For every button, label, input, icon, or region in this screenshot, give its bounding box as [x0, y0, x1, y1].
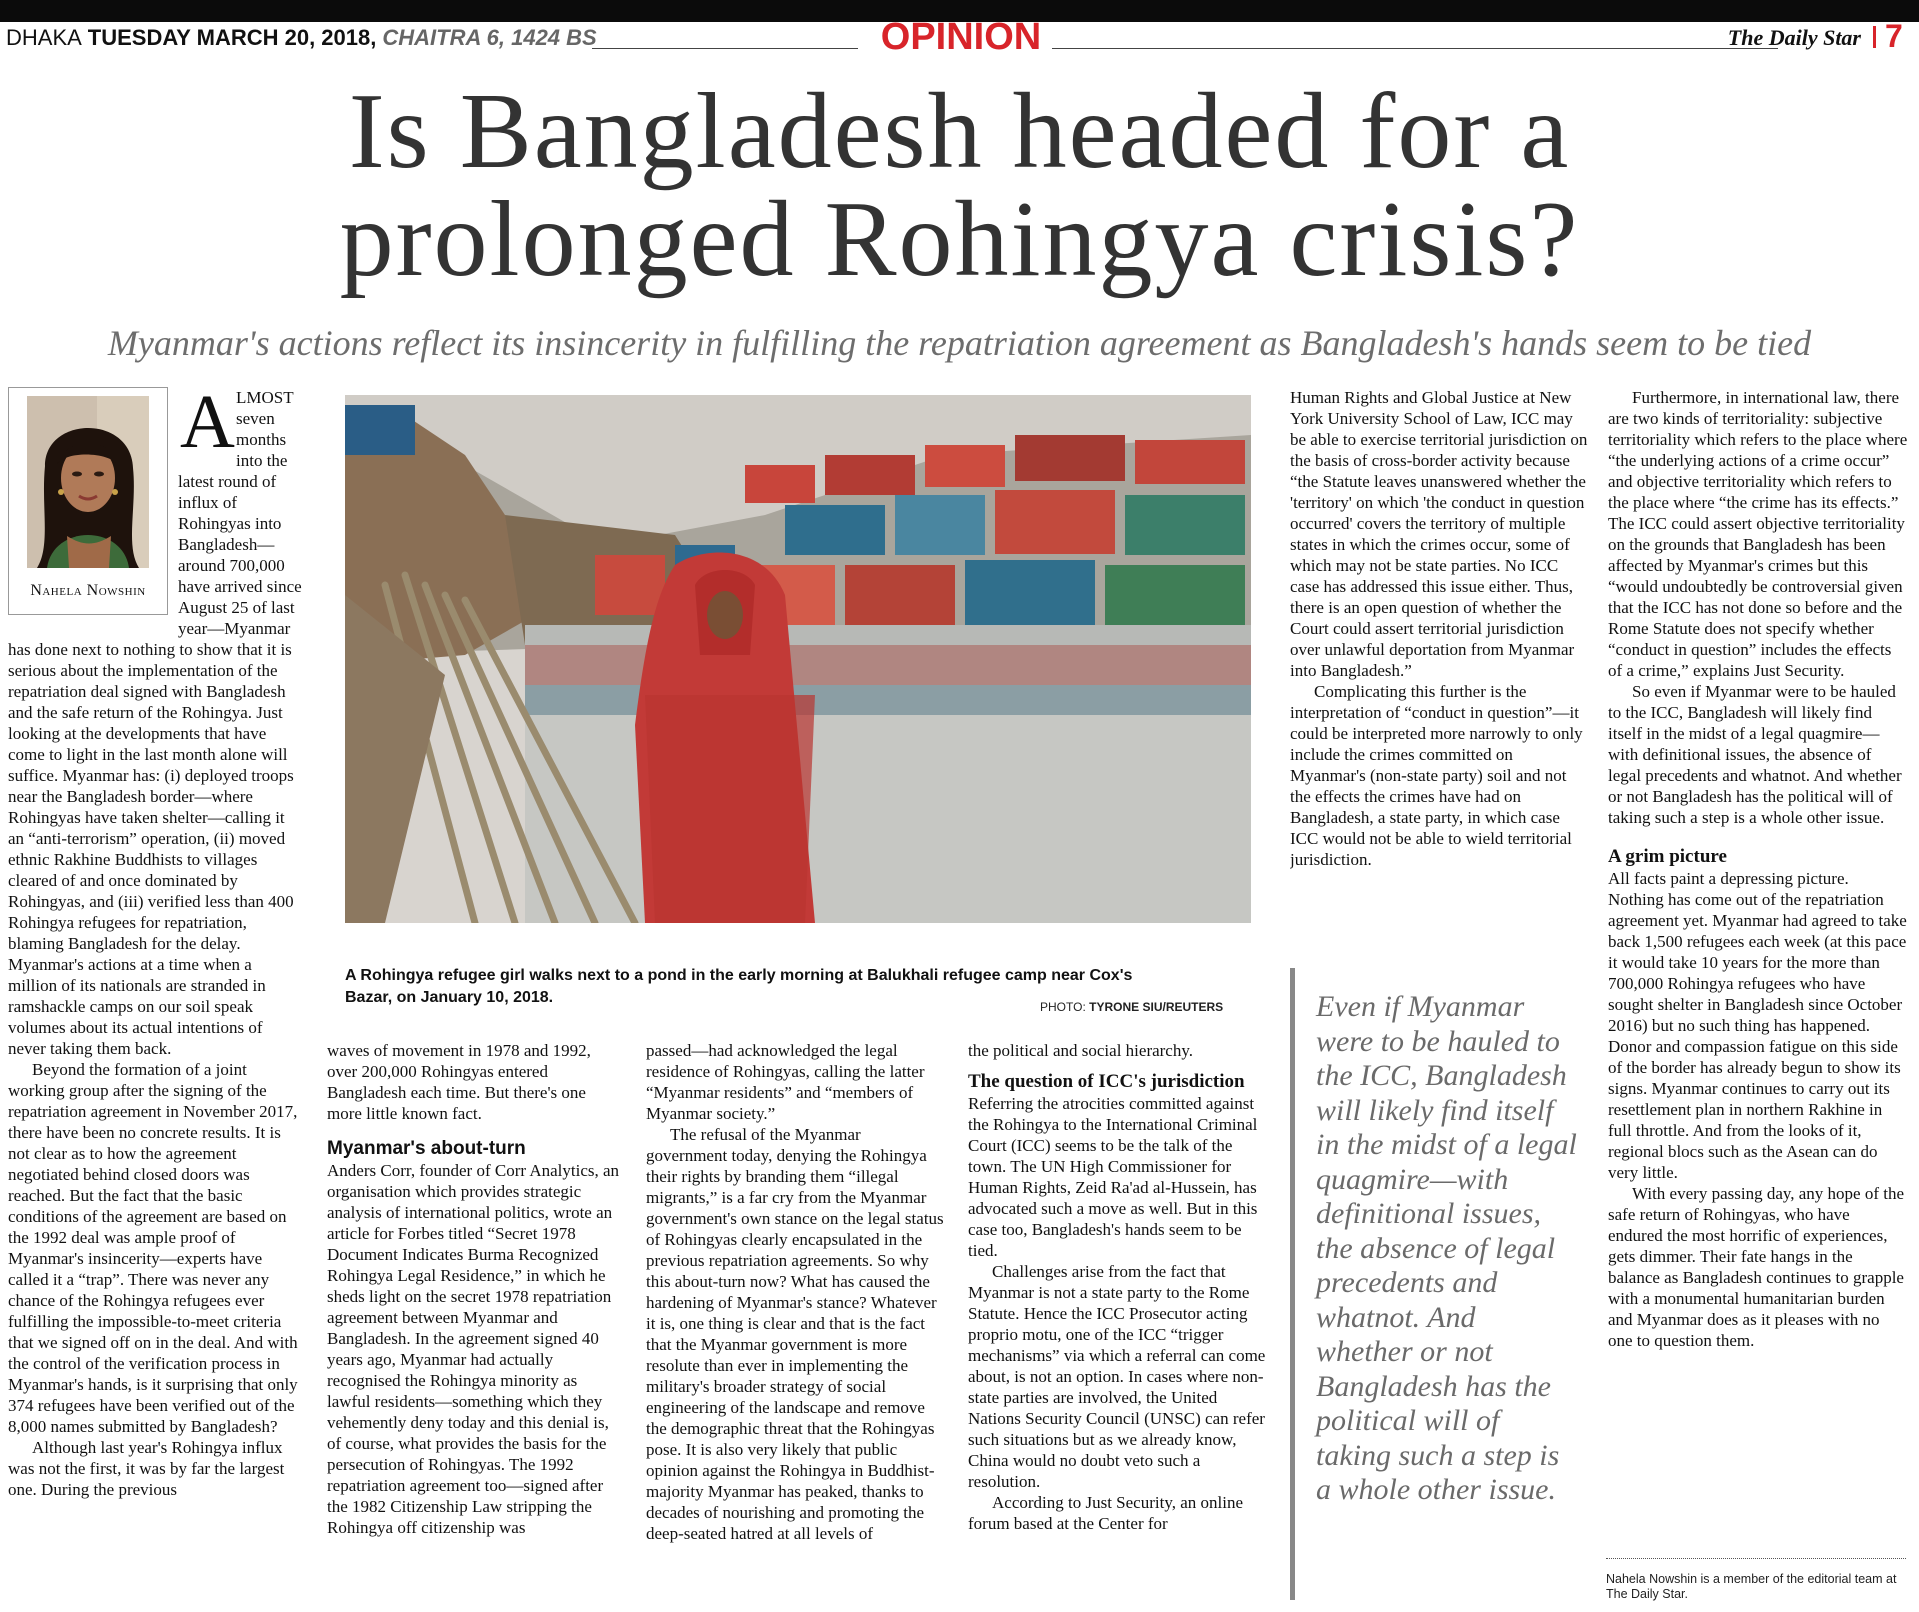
- column-6-paragraph-4: With every passing day, any hope of the safe return of Rohingyas, who have endured the most horrific of experiences, gets dimmer. Their fate hangs in the balance as Bangladesh continues to grapple with a monumental humanitarian burden and Myanmar does as it pleases with no one to question them.: [1608, 1184, 1905, 1350]
- header-rule-left: [592, 48, 858, 49]
- column-1-paragraph-3: Although last year's Rohingya influx was not the first, it was by far the largest one. During the previous: [8, 1438, 285, 1499]
- drop-cap: A: [180, 380, 235, 464]
- column-3: [646, 1040, 946, 1610]
- dateline-city: DHAKA: [6, 25, 82, 50]
- page-number: 7: [1885, 18, 1903, 54]
- subhead-icc-jurisdiction: The question of ICC's jurisdiction: [968, 1071, 1245, 1092]
- bio-divider: [1606, 1558, 1906, 1559]
- photo-credit-name: TYRONE SIU/REUTERS: [1089, 1000, 1224, 1014]
- masthead-logo: The Daily Star: [1727, 25, 1861, 50]
- column-1: [8, 380, 304, 1609]
- column-6-paragraph-3: All facts paint a depressing picture. Nothing has come out of the repatriation agreement yet. Myanmar had agreed to take back 1,500 refugees each week (at this pace it would take 10 years for the more than 700,000 Rohingya refugees who have sought shelter in Bangladesh since October 2016) but no such thing has happened. Donor and compassion fatigue on this side of the border has already begun to show its signs. Myanmar continues to carry out its resettlement plan in northern Rakhine in full throttle. And from the looks of it, regional blocs such as the Asean can do very little.: [1608, 869, 1907, 1182]
- dateline: [6, 25, 597, 55]
- photo-credit: [1040, 1000, 1223, 1014]
- column-2: [327, 1040, 623, 1610]
- column-2-paragraph-1: waves of movement in 1978 and 1992, over 200,000 Rohingyas entered Bangladesh each time. But there's one more little known fact.: [327, 1041, 591, 1123]
- column-4-paragraph-2: Referring the atrocities committed against the Rohingya to the International Criminal Court (ICC) seems to be the talk of the town. The UN High Commissioner for Human Rights, Zeid Ra'ad al-Hussein, has advocated such a move as well. But in this case too, Bangladesh's hands seem to be tied.: [968, 1094, 1258, 1260]
- column-2-paragraph-2: Anders Corr, founder of Corr Analytics, an organisation which provides strategic analysis of international politics, wrote an article for Forbes titled “Secret 1978 Document Indicates Burma Recognized Rohingya Legal Residence,” in which he sheds light on the secret 1978 repatriation agreement between Myanmar and Bangladesh. In the agreement signed 40 years ago, Myanmar had actually recognised the Rohingya minority as lawful residents—something which they vehemently deny today and this denial is, of course, what provides the basis for the persecution of Rohingyas. The 1992 repatriation agreement too—signed after the 1982 Citizenship Law stripping the Rohingya off citizenship was: [327, 1161, 620, 1537]
- column-5-paragraph-1: Human Rights and Global Justice at New York University School of Law, ICC may be able to exercise territorial jurisdiction on the basis of cross-border activity because “the Statute leaves unanswered whether the 'territory' on which 'the conduct in question occurred' covers the territory of multiple states in which the crimes occur, some of which may not be state parties. No ICC case has addressed this issue either. Thus, there is an open question of whether the Court could assert territorial jurisdiction over unlawful deportation from Myanmar into Bangladesh.”: [1290, 388, 1588, 680]
- photo-credit-label: PHOTO:: [1040, 1000, 1086, 1014]
- column-6-paragraph-1: Furthermore, in international law, there are two kinds of territoriality: subjective territoriality which refers to the place where “the underlying actions of a crime occur” and objective territoriality which refers to the place where “the crime has its effects.” The ICC could assert objective territoriality on the grounds that Bangladesh has been affected by Myanmar's crimes but this “would undoubtedly be controversial given that the ICC has not done so before and the Rome Statute does not specify whether “conduct in question” includes the effects of a crime,” explains Just Security.: [1608, 388, 1908, 680]
- subhead-grim-picture: A grim picture: [1608, 846, 1727, 867]
- page-number-divider: [1873, 26, 1876, 48]
- subhead-about-turn: Myanmar's about-turn: [327, 1138, 526, 1159]
- column-4-paragraph-3: Challenges arise from the fact that Myanmar is not a state party to the Rome Statute. Hence the ICC Prosecutor acting proprio motu, one of the ICC “trigger mechanisms” via which a referral can come about, is not an option. In cases where non-state parties are involved, the United Nations Security Council (UNSC) can refer such situations but as we already know, China would no doubt veto such a resolution.: [968, 1262, 1266, 1491]
- column-1-paragraph-1: LMOST seven months into the latest round of influx of Rohingyas into Bangladesh—around 700,000 have arrived since August 25 of last year—Myanmar has done next to nothing to show that it is serious about the implementation of the repatriation deal signed with Bangladesh and the safe return of the Rohingya. Just looking at the developments that have come to light in the last month alone will suffice. Myanmar has: (i) deployed troops near the Bangladesh border—where Rohingyas have taken shelter—calling it an “anti-terrorism” operation, (ii) moved ethnic Rakhine Buddhists to villages cleared of and once dominated by Rohingyas, and (iii) verified less than 400 Rohingya refugees for repatriation, blaming Bangladesh for the delay. Myanmar's actions at a time when a million of its nationals are stranded in ramshackle camps on our soil speak volumes about its actual intentions of never taking them back.: [8, 388, 302, 1058]
- column-4: [968, 1040, 1270, 1610]
- column-4-paragraph-4: According to Just Security, an online forum based at the Center for: [968, 1493, 1244, 1533]
- column-5-paragraph-2: Complicating this further is the interpretation of “conduct in question”—it could be interpreted more narrowly to only include the crimes committed on Myanmar's (non-state party) soil and not the effects the crimes have had on Bangladesh, a state party, in which case ICC would not be able to wield territorial jurisdiction.: [1290, 682, 1583, 869]
- headline: [0, 72, 1919, 299]
- pullquote-bar: [1290, 968, 1295, 1600]
- dateline-bengali-date: CHAITRA 6, 1424 BS: [382, 25, 597, 50]
- standfirst: Myanmar's actions reflect its insincerity in fulfilling the repatriation agreement as Bangladesh's hands seem to be tied: [107, 323, 1812, 363]
- pullquote: Even if Myanmar were to be hauled to the ICC, Bangladesh will likely find itself in the midst of a legal quagmire—with definitional issues, the absence of legal precedents and whatnot. And whether or not Bangladesh has the political will of taking such a step is a whole other issue.: [1316, 990, 1577, 1506]
- photo-caption: A Rohingya refugee girl walks next to a pond in the early morning at Balukhali refugee camp near Cox's Bazar, on January 10, 2018.: [345, 967, 1133, 1006]
- column-3-paragraph-2: The refusal of the Myanmar government today, denying the Rohingya their rights by branding them “illegal migrants,” is a far cry from the Myanmar government's own stance on the legal status of Rohingyas clearly encapsulated in the previous repatriation agreements. So why this about-turn now? What has caused the hardening of Myanmar's stance? Whatever it is, one thing is clear and that is the fact that the Myanmar government is more resolute than ever in implementing the military's broader strategy of social engineering of the landscape and remove the demographic threat that the Rohingyas pose. It is also very likely that public opinion against the Rohingya in Buddhist-majority Myanmar has peaked, thanks to decades of nourishing and promoting the deep-seated hatred at all levels of: [646, 1125, 944, 1543]
- column-3-paragraph-1: passed—had acknowledged the legal residence of Rohingyas, calling the latter “Myanmar residents” and “members of Myanmar society.”: [646, 1041, 925, 1123]
- headline-line-1: Is Bangladesh headed for a: [348, 72, 1571, 191]
- dateline-date: TUESDAY MARCH 20, 2018,: [87, 25, 377, 50]
- column-5: [1290, 387, 1590, 957]
- main-photo: [345, 395, 1251, 923]
- section-label: OPINION: [880, 16, 1042, 58]
- column-4-paragraph-1: the political and social hierarchy.: [968, 1041, 1194, 1060]
- headline-line-2: prolonged Rohingya crisis?: [339, 180, 1580, 299]
- column-6: [1608, 387, 1908, 1552]
- header-rule-right: [1052, 48, 1778, 49]
- author-bio: Nahela Nowshin is a member of the editorial team at The Daily Star.: [1606, 1572, 1897, 1601]
- column-1-paragraph-2: Beyond the formation of a joint working group after the signing of the repatriation agreement in November 2017, there have been no concrete results. It is not clear as to how the agreement negotiated behind closed doors was reached. But the fact that the basic conditions of the agreement are based on the 1992 deal was ample proof of Myanmar's insincerity—experts have called it a “trap”. There was never any chance of the Rohingya refugees ever fulfilling the impossible-to-meet criteria that we signed off on in the deal. And with the control of the verification process in Myanmar's hands, is it surprising that only 374 refugees have been verified out of the 8,000 names submitted by Bangladesh?: [8, 1060, 298, 1436]
- column-6-paragraph-2: So even if Myanmar were to be hauled to the ICC, Bangladesh will likely find itself in the midst of a legal quagmire—with definitional issues, the absence of legal precedents and whatnot. And whether or not Bangladesh has the political will of taking such a step is a whole other issue.: [1608, 682, 1902, 827]
- author-name: Nahela Nowshin: [30, 582, 146, 599]
